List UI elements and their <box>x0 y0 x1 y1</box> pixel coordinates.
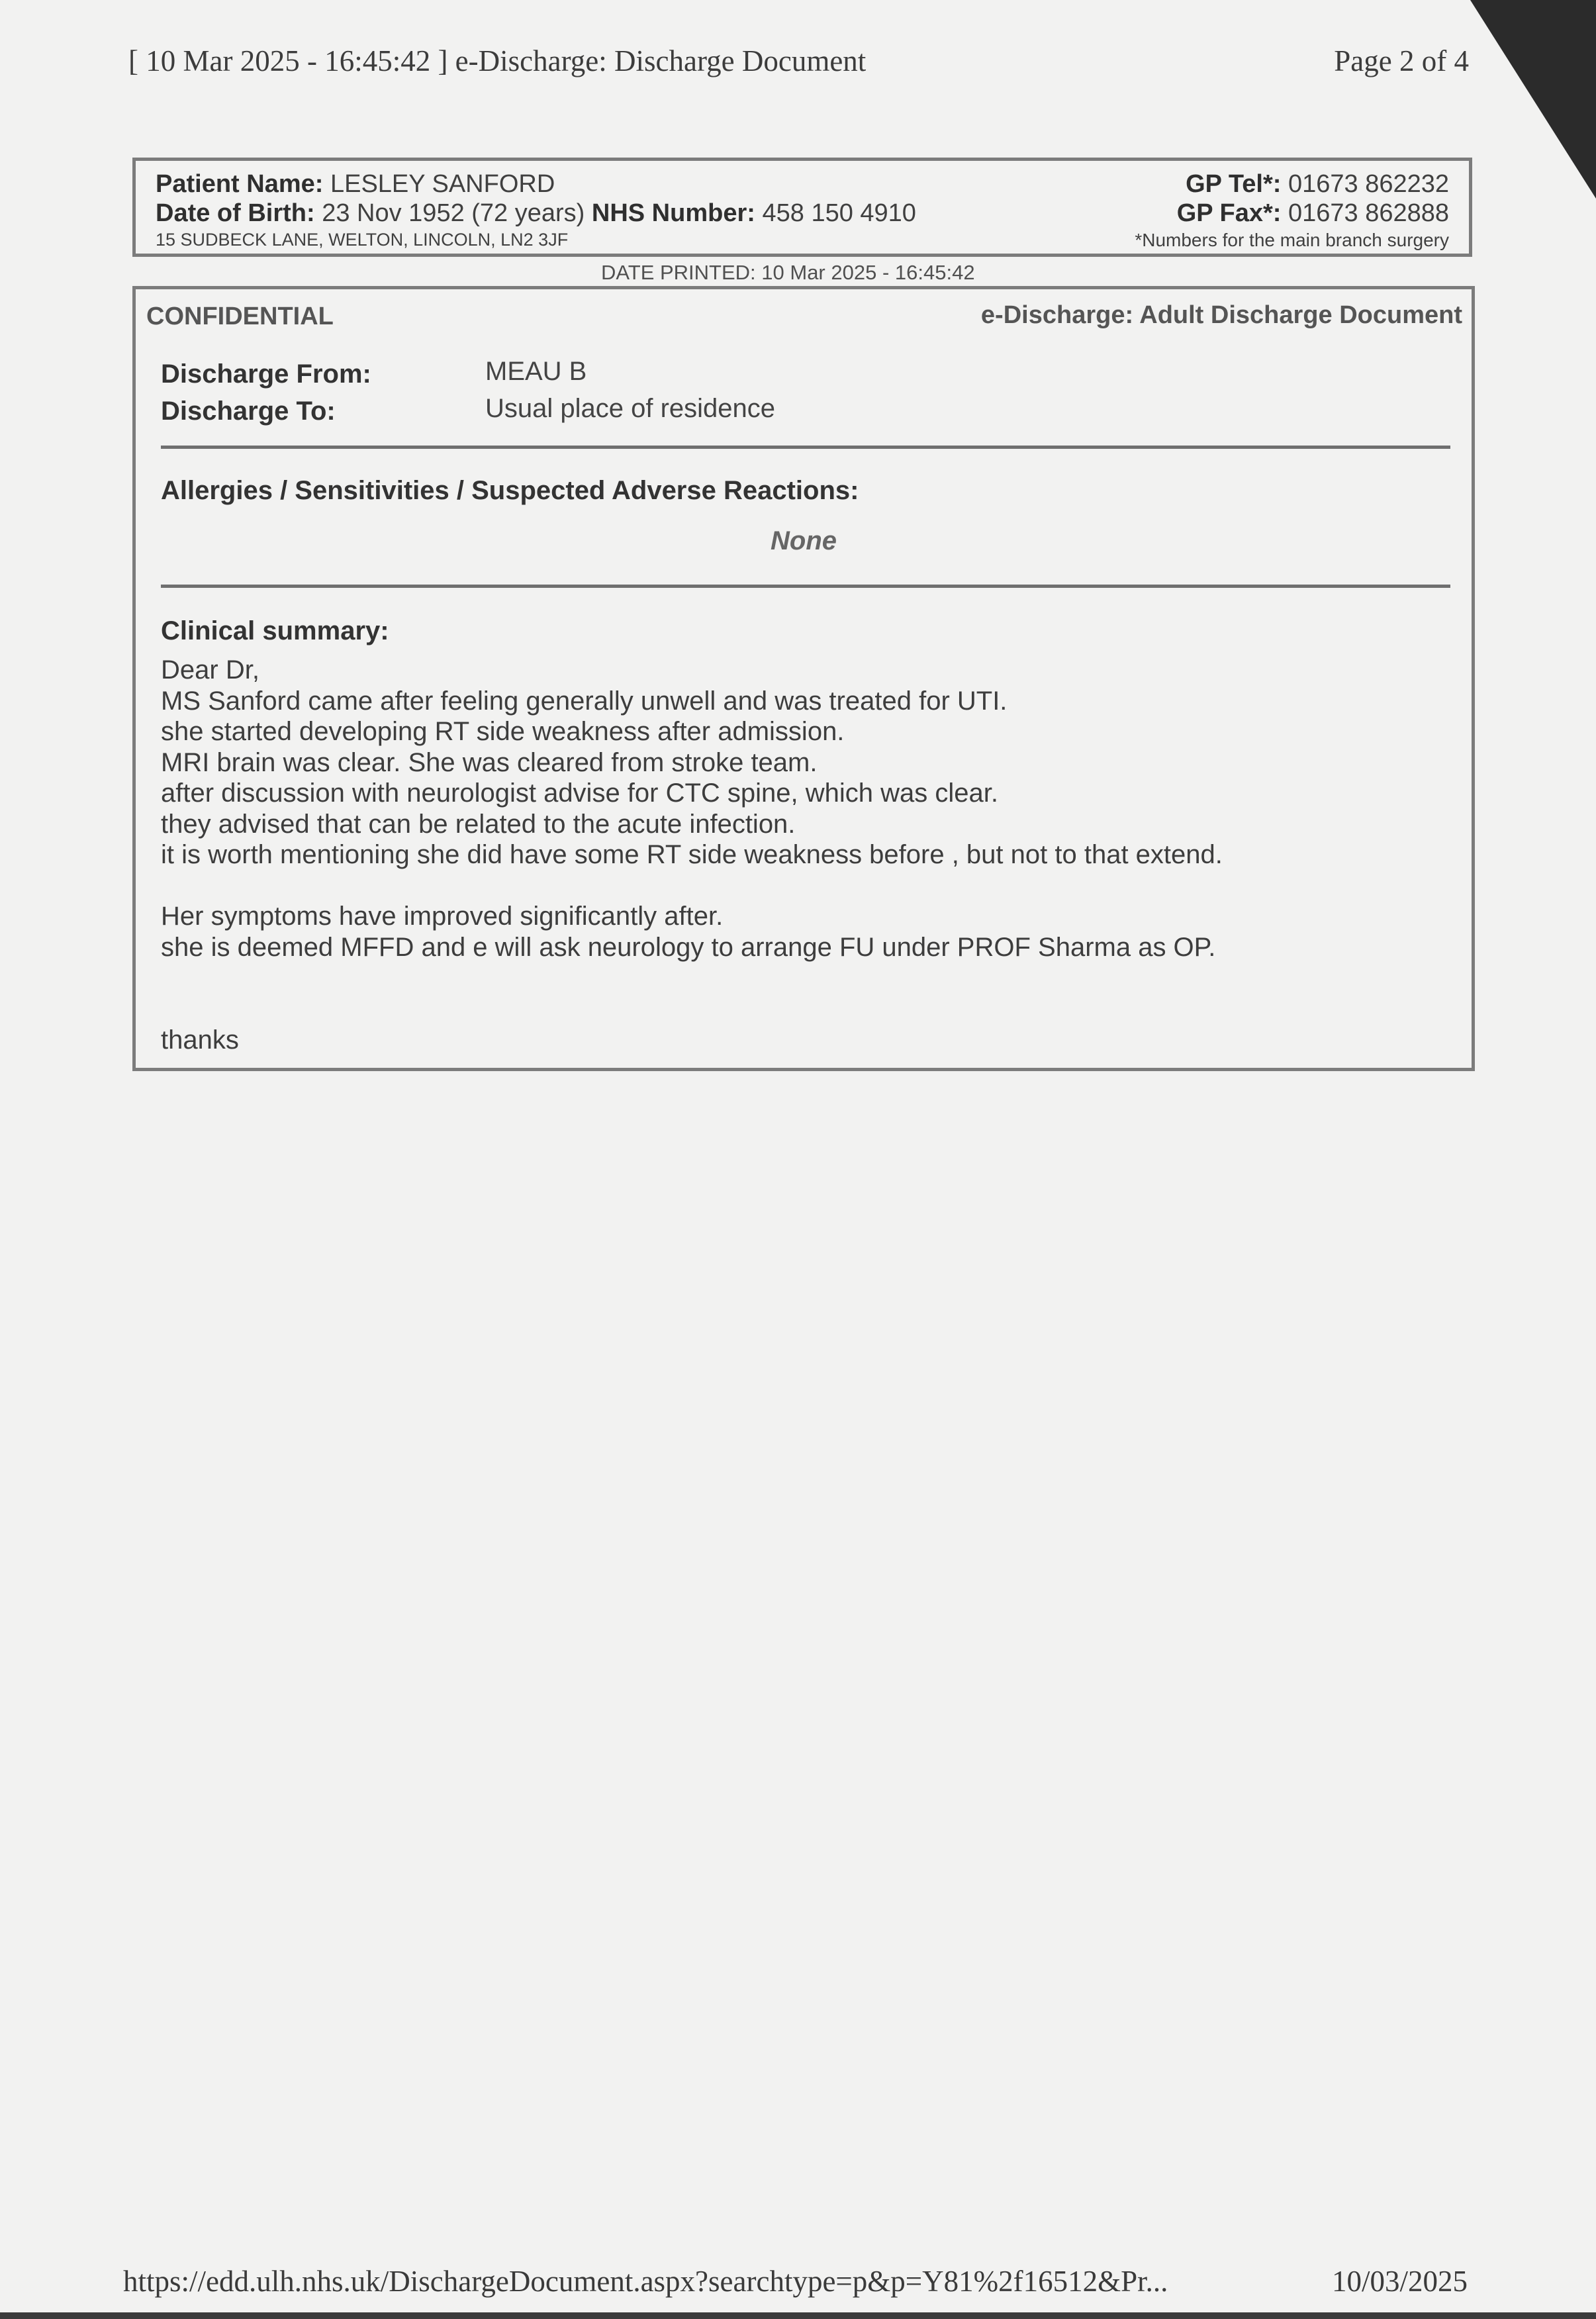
closing-text: thanks <box>161 1025 239 1055</box>
patient-name-label: Patient Name: <box>156 170 324 198</box>
discharge-to-value: Usual place of residence <box>485 394 776 423</box>
patient-details-box <box>132 158 1472 257</box>
patient-name: LESLEY SANFORD <box>330 170 555 198</box>
discharge-document-box <box>132 286 1475 1071</box>
gp-numbers-note: *Numbers for the main branch surgery <box>1135 230 1449 250</box>
summary-line: after discussion with neurologist advise for CTC spine, which was clear. <box>161 779 998 808</box>
allergies-label: Allergies / Sensitivities / Suspected Adverse Reactions: <box>161 476 859 505</box>
summary-line: MRI brain was clear. She was cleared from stroke team. <box>161 747 818 777</box>
gp-tel-label: GP Tel*: <box>1186 170 1282 198</box>
nhs-number: 458 150 4910 <box>762 199 916 227</box>
discharge-from-label: Discharge From: <box>161 359 371 389</box>
date-printed: DATE PRINTED: 10 Mar 2025 - 16:45:42 <box>601 261 975 284</box>
confidential-label: CONFIDENTIAL <box>146 303 334 330</box>
summary-line: they advised that can be related to the acute infection. <box>161 809 796 839</box>
document-type: e-Discharge: Adult Discharge Document <box>980 301 1462 329</box>
summary-line-blank <box>161 871 1458 902</box>
section-divider <box>161 585 1450 588</box>
summary-line: it is worth mentioning she did have some RT side weakness before , but not to that extend. <box>161 840 1223 869</box>
footer-date: 10/03/2025 <box>1331 2265 1468 2298</box>
gp-tel-line <box>1186 170 1449 199</box>
discharge-to-label: Discharge To: <box>161 397 336 426</box>
summary-line: MS Sanford came after feeling generally unwell and was treated for UTI. <box>161 686 1008 716</box>
nhs-number-label: NHS Number: <box>591 199 755 227</box>
summary-line: Dear Dr, <box>161 655 259 685</box>
scan-dark-corner <box>1470 0 1596 199</box>
print-header <box>128 44 1469 83</box>
patient-name-line <box>156 170 555 199</box>
section-divider <box>161 446 1450 449</box>
gp-tel: 01673 862232 <box>1288 170 1449 198</box>
summary-line: she is deemed MFFD and e will ask neurology to arrange FU under PROF Sharma as OP. <box>161 932 1216 962</box>
date-of-birth: 23 Nov 1952 (72 years) <box>322 199 585 227</box>
footer-url: https://edd.ulh.nhs.uk/DischargeDocument.aspx?searchtype=p&p=Y81%2f16512&Pr... <box>123 2265 1168 2298</box>
scan-bottom-edge <box>0 2312 1596 2319</box>
summary-line: Her symptoms have improved significantly after. <box>161 902 724 931</box>
summary-line: she started developing RT side weakness after admission. <box>161 717 845 746</box>
patient-dob-line <box>156 199 916 228</box>
gp-fax: 01673 862888 <box>1288 199 1449 227</box>
page-number: Page 2 of 4 <box>1334 44 1469 77</box>
allergies-value: None <box>771 526 837 555</box>
patient-address: 15 SUDBECK LANE, WELTON, LINCOLN, LN2 3JF <box>156 230 569 250</box>
clinical-summary-text <box>161 655 1458 963</box>
print-header-title: [ 10 Mar 2025 - 16:45:42 ] e-Discharge: Discharge Document <box>128 44 867 77</box>
discharge-from-value: MEAU B <box>485 357 587 386</box>
dob-label: Date of Birth: <box>156 199 315 227</box>
clinical-summary-label: Clinical summary: <box>161 616 389 645</box>
gp-fax-line <box>1177 199 1449 228</box>
gp-fax-label: GP Fax*: <box>1176 199 1282 227</box>
